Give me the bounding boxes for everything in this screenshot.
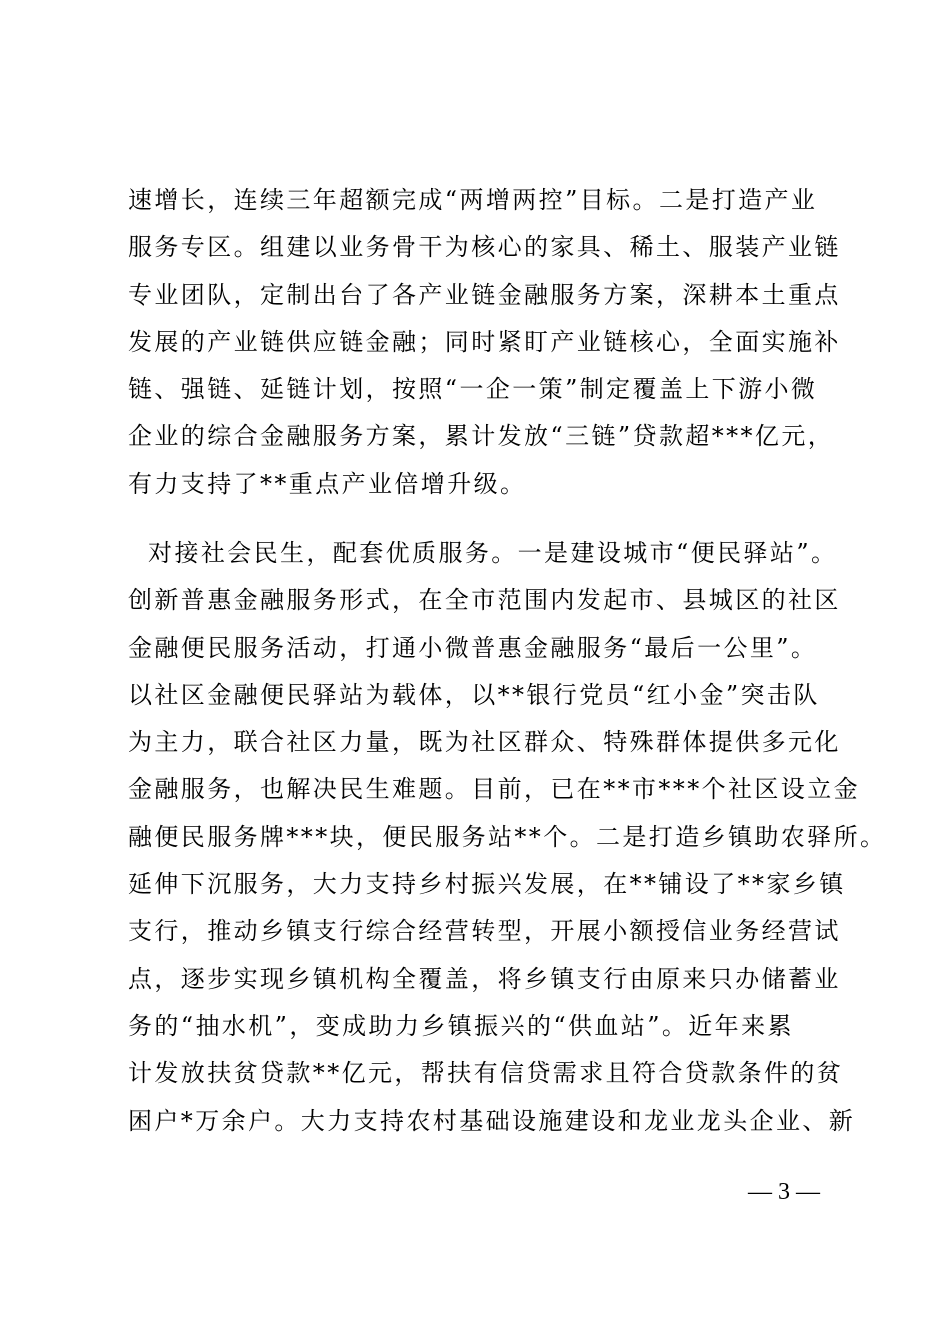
paragraph-2 <box>128 530 887 1145</box>
text-line: 金融服务，也解决民生难题。目前，已在**市***个社区设立金 <box>128 775 860 804</box>
text-line: 对接社会民生，配套优质服务。一是建设城市“便民驿站”。 <box>128 539 838 567</box>
text-line: 金融便民服务活动，打通小微普惠金融服务“最后一公里”。 <box>128 633 818 662</box>
text-line: 务的“抽水机”，变成助力乡镇振兴的“供血站”。近年来累 <box>128 1011 794 1040</box>
text-line: 发展的产业链供应链金融；同时紧盯产业链核心，全面实施补 <box>128 327 841 356</box>
text-line: 融便民服务牌***块，便民服务站**个。二是打造乡镇助农驿所。 <box>128 822 887 851</box>
text-line: 服务专区。组建以业务骨干为核心的家具、稀土、服装产业链 <box>128 233 841 262</box>
text-line: 为主力，联合社区力量，既为社区群众、特殊群体提供多元化 <box>128 728 841 757</box>
text-line: 以社区金融便民驿站为载体，以**银行党员“红小金”突击队 <box>128 680 820 709</box>
text-line: 点，逐步实现乡镇机构全覆盖，将乡镇支行由原来只办储蓄业 <box>128 964 841 993</box>
text-line: 支行，推动乡镇支行综合经营转型，开展小额授信业务经营试 <box>128 917 841 946</box>
text-line: 延伸下沉服务，大力支持乡村振兴发展，在**铺设了**家乡镇 <box>128 870 846 899</box>
text-line: 速增长，连续三年超额完成“两增两控”目标。二是打造产业 <box>128 186 818 214</box>
text-line: 创新普惠金融服务形式，在全市范围内发起市、县城区的社区 <box>128 586 841 615</box>
text-line: 专业团队，定制出台了各产业链金融服务方案，深耕本土重点 <box>128 280 841 309</box>
text-line: 企业的综合金融服务方案，累计发放“三链”贷款超***亿元， <box>128 422 835 451</box>
paragraph-1 <box>128 177 841 508</box>
text-line: 计发放扶贫贷款**亿元，帮扶有信贷需求且符合贷款条件的贫 <box>128 1059 844 1088</box>
text-line: 有力支持了**重点产业倍增升级。 <box>128 469 527 498</box>
text-line: 链、强链、延链计划，按照“一企一策”制定覆盖上下游小微 <box>128 375 818 404</box>
text-line: 困户*万余户。大力支持农村基础设施建设和龙业龙头企业、新 <box>128 1106 856 1135</box>
page-number: — 3 — <box>748 1179 820 1205</box>
